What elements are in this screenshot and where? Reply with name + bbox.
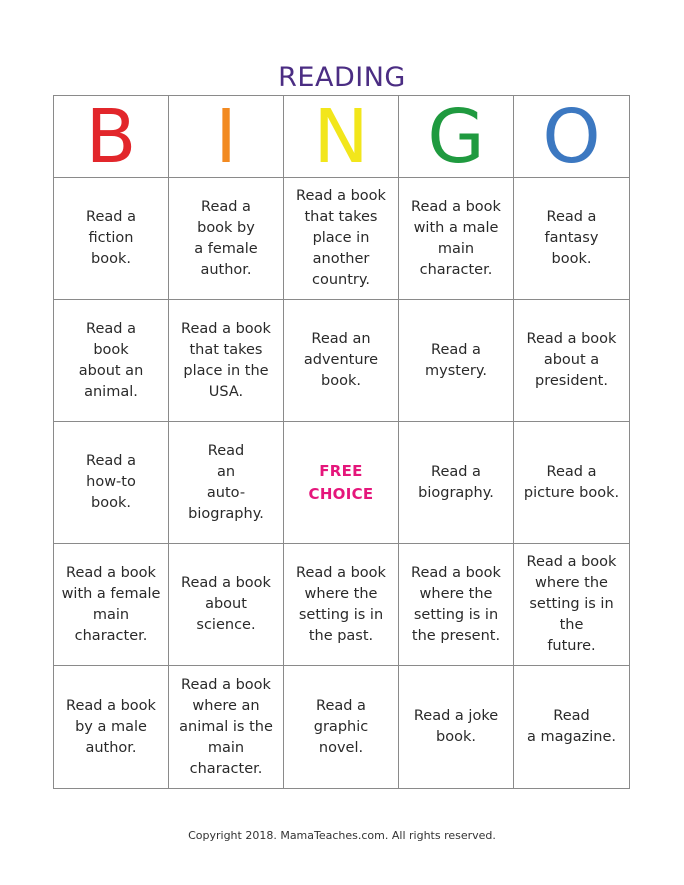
- copyright-footer: Copyright 2018. MamaTeaches.com. All rights reserved.: [188, 829, 496, 842]
- header-cell-g: [399, 93, 514, 180]
- bingo-cell: Read a fantasy book.: [514, 178, 629, 300]
- bingo-cell: Read a book where the setting is in the present.: [399, 544, 514, 666]
- bingo-cell: Read a picture book.: [514, 422, 629, 544]
- bingo-cell: Read a book with a female main character.: [54, 544, 169, 666]
- header-letter: N: [313, 93, 369, 180]
- header-cell-b: [54, 93, 169, 180]
- bingo-cell: Read a book where the setting is in the future.: [514, 544, 629, 666]
- bingo-grid: [53, 95, 630, 789]
- bingo-cell: Read a joke book.: [399, 666, 514, 788]
- bingo-cell: Read a magazine.: [527, 708, 616, 745]
- bingo-cell: Read a book where the setting is in the past.: [284, 544, 399, 666]
- bingo-cell: Read an adventure book.: [284, 300, 399, 422]
- bingo-cell: Read a book by a male author.: [54, 666, 169, 788]
- bingo-cell: Read a book about an animal.: [54, 300, 169, 422]
- bingo-cell: Read a book about science.: [169, 544, 284, 666]
- bingo-cell: Read a mystery.: [399, 300, 514, 422]
- free-choice-cell: [284, 422, 399, 544]
- header-letter: G: [427, 93, 485, 180]
- bingo-cell: Read a fiction book.: [54, 178, 169, 300]
- bingo-cell: Read an auto- biography.: [169, 422, 284, 544]
- bingo-cell: Read a graphic novel.: [284, 666, 399, 788]
- header-letter: B: [85, 93, 137, 180]
- header-cell-o: [514, 93, 629, 180]
- page-title: READING: [278, 62, 406, 93]
- header-letter: O: [542, 93, 601, 180]
- bingo-cell: Read a book by a female author.: [169, 178, 284, 300]
- header-cell-n: [284, 93, 399, 180]
- bingo-cell: Read a book that takes place in the USA.: [169, 300, 284, 422]
- bingo-cell: Read a how-to book.: [54, 422, 169, 544]
- header-letter: I: [215, 93, 237, 180]
- header-cell-i: [169, 93, 284, 180]
- bingo-cell: Read a book that takes place in another country.: [284, 178, 399, 300]
- bingo-cell: Read a book where an animal is the main character.: [169, 666, 284, 788]
- bingo-cell: Read a book about a president.: [514, 300, 629, 422]
- bingo-cell: Read a biography.: [399, 422, 514, 544]
- free-choice-label: FREE CHOICE: [308, 461, 374, 503]
- bingo-cell: Read a book with a male main character.: [399, 178, 514, 300]
